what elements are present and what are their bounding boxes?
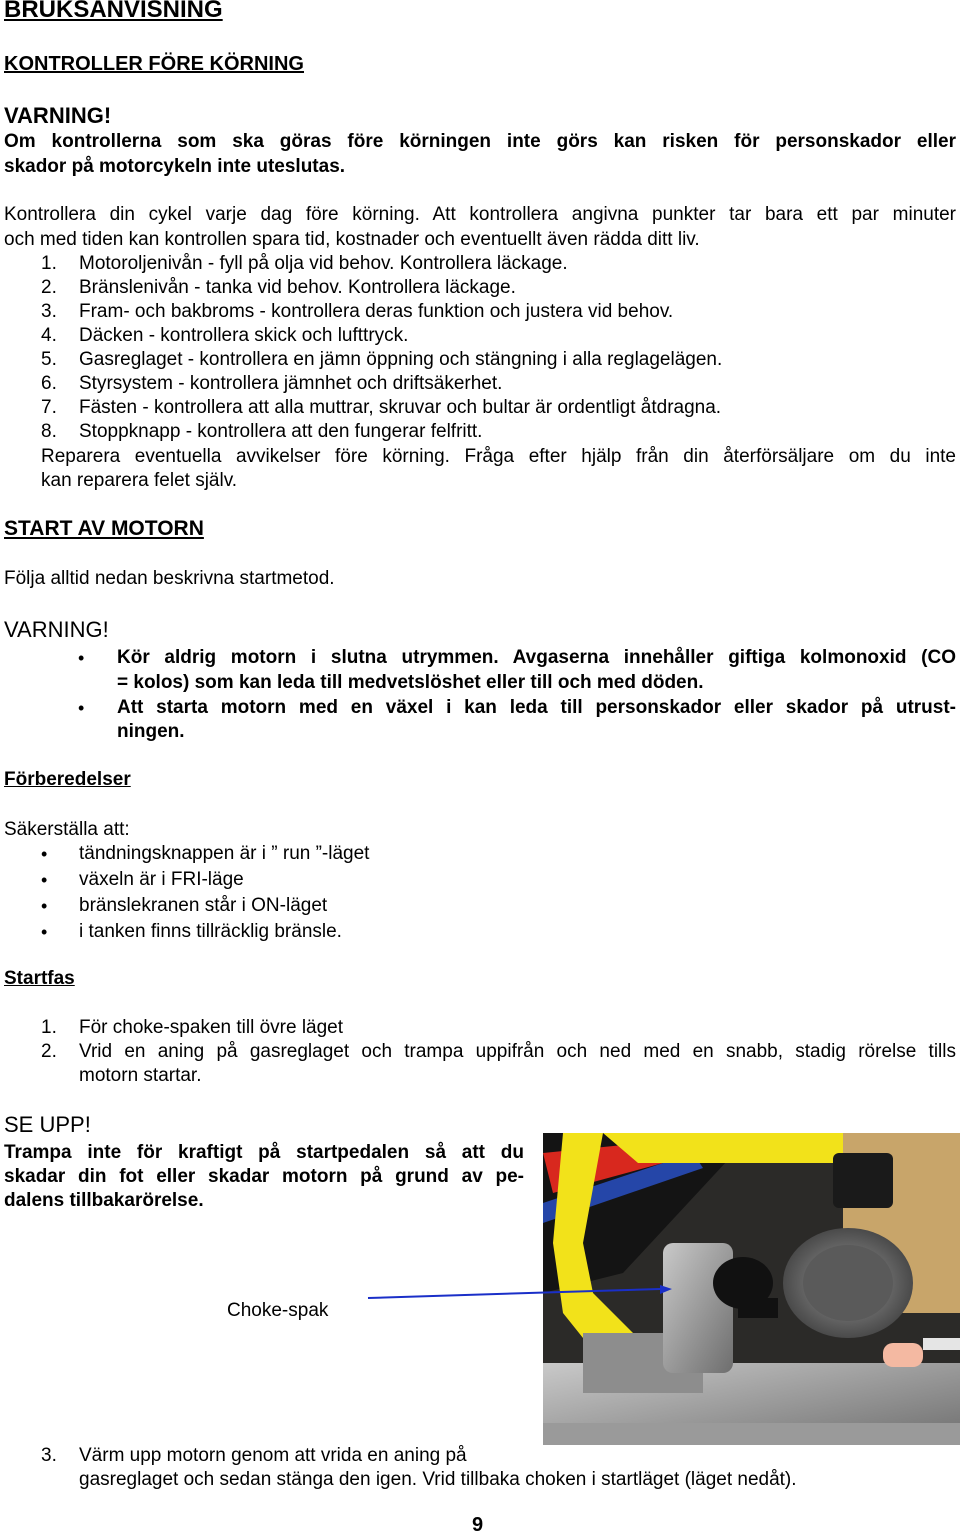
caution-line2: skadar din fot eller skadar motorn på grund av pe- xyxy=(4,1166,524,1187)
page-number: 9 xyxy=(472,1514,484,1536)
bullet-icon: • xyxy=(78,648,85,668)
start-intro: Följa alltid nedan beskrivna startmetod. xyxy=(4,568,335,589)
step-3-line2: gasreglaget och sedan stänga den igen. Vrid tillbaka choken i startläget (läget nedåt). xyxy=(79,1469,797,1490)
item-number: 5. xyxy=(41,349,57,370)
page-title: BRUKSANVISNING xyxy=(4,0,223,23)
list-item xyxy=(0,396,960,420)
prep-intro: Säkerställa att: xyxy=(4,819,130,840)
caution-line3: dalens tillbakarörelse. xyxy=(4,1190,204,1211)
prep-item: i tanken finns tillräcklig bränsle. xyxy=(79,921,342,942)
section-heading-controls: KONTROLLER FÖRE KÖRNING xyxy=(4,53,304,75)
warning-text-line2: skador på motorcykeln inte uteslutas. xyxy=(4,156,346,177)
step-2-line1: Vrid en aning på gasreglaget och trampa uppifrån och ned med en snabb, stadig rörelse tills xyxy=(79,1041,956,1062)
bullet-icon: • xyxy=(41,844,48,864)
warning-text-line1: Om kontrollerna som ska göras före körningen inte görs kan risken för personskador eller xyxy=(4,131,956,152)
item-number: 2. xyxy=(41,277,57,298)
step-1: För choke-spaken till övre läget xyxy=(79,1017,344,1038)
prep-heading: Förberedelser xyxy=(4,769,131,790)
item-number: 8. xyxy=(41,421,57,442)
list-item xyxy=(0,324,960,348)
start-heading: Startfas xyxy=(4,968,75,989)
bullet-icon: • xyxy=(78,698,85,718)
prep-item: växeln är i FRI-läge xyxy=(79,869,244,890)
prep-item: bränslekranen står i ON-läget xyxy=(79,895,328,916)
caution-title: SE UPP! xyxy=(4,1112,91,1137)
item-number: 6. xyxy=(41,373,57,394)
item-text: Gasreglaget - kontrollera en jämn öppning och stängning i alla reglagelägen. xyxy=(79,349,723,370)
warning-item-2-line2: ningen. xyxy=(117,721,185,742)
warning-item-2-line1: Att starta motorn med en växel i kan leda till personskador eller skador på utrust- xyxy=(117,697,956,718)
list-item xyxy=(0,300,960,324)
step-3-line1: Värm upp motorn genom att vrida en aning på xyxy=(79,1445,467,1466)
warning-item-1-line2: = kolos) som kan leda till medvetslöshet eller till och med döden. xyxy=(117,672,704,693)
item-number: 7. xyxy=(41,397,57,418)
prep-item: tändningsknappen är i ” run ”-läget xyxy=(79,843,370,864)
item-text: Däcken - kontrollera skick och lufttryck. xyxy=(79,325,409,346)
item-text: Bränslenivån - tanka vid behov. Kontrollera läckage. xyxy=(79,277,516,298)
section-heading-start: START AV MOTORN xyxy=(4,517,204,540)
step-number: 1. xyxy=(41,1017,57,1038)
list-item xyxy=(0,276,960,300)
caution-line1: Trampa inte för kraftigt på startpedalen så att du xyxy=(4,1142,524,1163)
item-text: Styrsystem - kontrollera jämnhet och driftsäkerhet. xyxy=(79,373,503,394)
repair-line2: kan reparera felet själv. xyxy=(41,470,238,491)
warning-title-2: VARNING! xyxy=(4,617,109,642)
bullet-icon: • xyxy=(41,896,48,916)
intro-line1: Kontrollera din cykel varje dag före körning. Att kontrollera angivna punkter tar bara ett par minuter xyxy=(4,204,956,225)
choke-callout-label: Choke-spak xyxy=(227,1300,329,1321)
list-item xyxy=(0,348,960,372)
item-text: Stoppknapp - kontrollera att den fungerar felfritt. xyxy=(79,421,483,442)
list-item xyxy=(0,252,960,276)
step-2-line2: motorn startar. xyxy=(79,1065,202,1086)
bullet-icon: • xyxy=(41,922,48,942)
list-item xyxy=(0,372,960,396)
item-number: 4. xyxy=(41,325,57,346)
item-number: 3. xyxy=(41,301,57,322)
callout-arrow-icon xyxy=(360,1285,700,1315)
item-number: 1. xyxy=(41,253,57,274)
repair-line1: Reparera eventuella avvikelser före körning. Fråga efter hjälp från din återförsäljare om du inte xyxy=(41,446,956,467)
bullet-icon: • xyxy=(41,870,48,890)
list-item xyxy=(0,420,960,444)
item-text: Fram- och bakbroms - kontrollera deras funktion och justera vid behov. xyxy=(79,301,674,322)
warning-title: VARNING! xyxy=(4,103,112,128)
item-text: Fästen - kontrollera att alla muttrar, skruvar och bultar är ordentligt åtdragna. xyxy=(79,397,722,418)
intro-line2: och med tiden kan kontrollen spara tid, kostnader och eventuellt även rädda ditt liv. xyxy=(4,229,700,250)
warning-item-1-line1: Kör aldrig motorn i slutna utrymmen. Avgaserna innehåller giftiga kolmonoxid (CO xyxy=(117,647,956,668)
step-number: 3. xyxy=(41,1445,57,1466)
step-number: 2. xyxy=(41,1041,57,1062)
item-text: Motoroljenivån - fyll på olja vid behov. Kontrollera läckage. xyxy=(79,253,568,274)
